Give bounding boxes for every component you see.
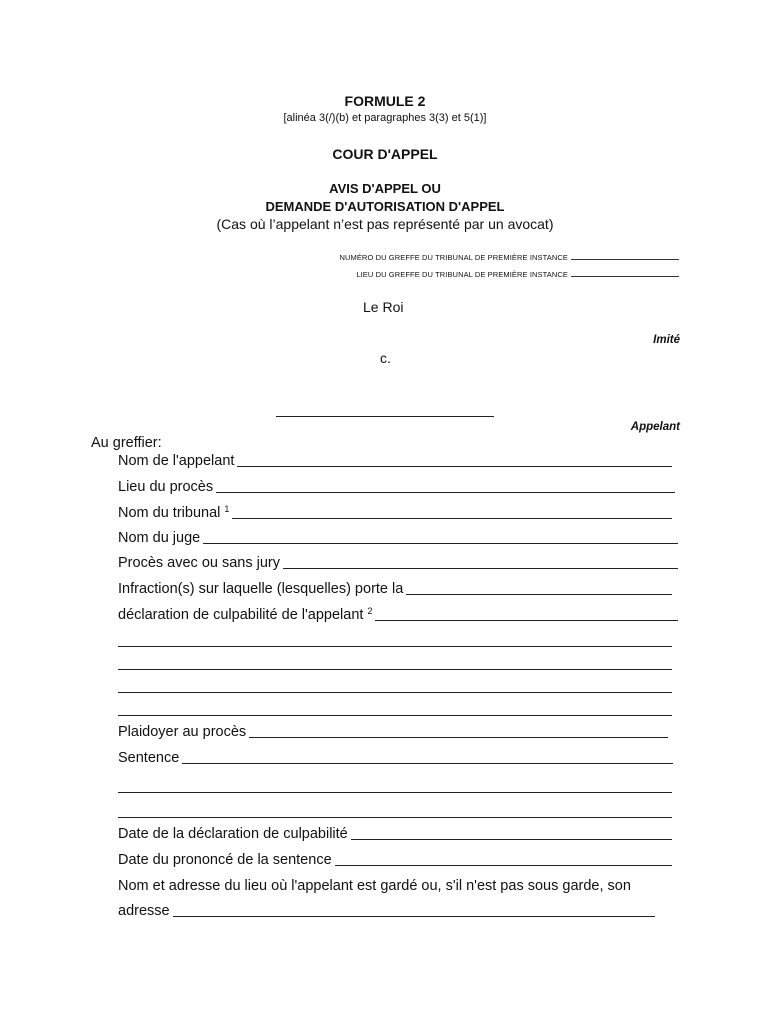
versus-label: c.	[380, 350, 391, 366]
judge-name-input-line[interactable]	[203, 542, 678, 544]
conviction-date-input-line[interactable]	[351, 838, 672, 840]
jury-input-line[interactable]	[283, 567, 678, 569]
appellant-name-input-line[interactable]	[237, 465, 672, 467]
appellant-name-field[interactable]	[118, 453, 672, 469]
footnote-ref-2: 2	[367, 606, 373, 616]
jury-field[interactable]	[118, 555, 678, 571]
court-name: COUR D'APPEL	[332, 146, 438, 162]
registry-location-row	[356, 270, 679, 279]
document-title-line1: AVIS D'APPEL OU	[329, 181, 441, 196]
registry-location-field[interactable]	[571, 275, 679, 277]
appellant-name-line[interactable]	[276, 416, 494, 417]
offence-input-line1[interactable]	[406, 593, 672, 595]
form-title: FORMULE 2	[344, 93, 426, 109]
trial-place-field[interactable]	[118, 479, 675, 495]
sentence-input-line[interactable]	[182, 762, 673, 764]
sentence-date-field[interactable]	[118, 852, 672, 868]
tribunal-name-field[interactable]	[118, 504, 672, 521]
appellant-name-label: Nom de l'appelant	[118, 453, 235, 469]
sentence-date-input-line[interactable]	[335, 864, 672, 866]
footnote-ref-1: 1	[224, 504, 230, 514]
tribunal-name-label: Nom du tribunal $^1$	[118, 504, 230, 521]
plea-input-line[interactable]	[249, 736, 668, 738]
custody-label-line1: Nom et adresse du lieu où l'appelant est gardé ou, s'il n'est pas sous garde, son	[118, 878, 631, 894]
respondent-name: Le Roi	[363, 299, 404, 315]
offence-blank-line-4[interactable]	[118, 715, 672, 716]
trial-place-label: Lieu du procès	[118, 479, 214, 495]
registry-number-field[interactable]	[571, 258, 679, 260]
conviction-date-field[interactable]	[118, 826, 672, 842]
judge-name-label: Nom du juge	[118, 530, 201, 546]
respondent-role: Imité	[653, 334, 680, 346]
offence-blank-line-3[interactable]	[118, 692, 672, 693]
tribunal-name-input-line[interactable]	[232, 517, 672, 519]
offence-blank-line-1[interactable]	[118, 646, 672, 647]
document-title-line2: DEMANDE D'AUTORISATION D'APPEL	[265, 199, 505, 214]
judge-name-field[interactable]	[118, 530, 678, 546]
sentence-date-label: Date du prononcé de la sentence	[118, 852, 332, 868]
plea-field[interactable]	[118, 724, 668, 740]
offence-blank-line-2[interactable]	[118, 669, 672, 670]
sentence-label: Sentence	[118, 750, 180, 766]
sentence-blank-line-1[interactable]	[118, 792, 672, 793]
registry-location-label: LIEU DU GREFFE DU TRIBUNAL DE PREMIÈRE INSTANCE	[356, 270, 568, 279]
conviction-date-label: Date de la déclaration de culpabilité	[118, 826, 348, 842]
custody-label-line2: adresse	[118, 903, 170, 919]
offence-label-line1: Infraction(s) sur laquelle (lesquelles) porte la	[118, 581, 404, 597]
sentence-blank-line-2[interactable]	[118, 817, 672, 818]
registry-number-row	[339, 253, 679, 262]
document-title-line3: (Cas où l’appelant n’est pas représenté par un avocat)	[216, 216, 554, 232]
custody-address-input-line[interactable]	[173, 915, 655, 917]
plea-label: Plaidoyer au procès	[118, 724, 247, 740]
registry-number-label: NUMÉRO DU GREFFE DU TRIBUNAL DE PREMIÈRE INSTANCE	[339, 253, 568, 262]
form-reference: [alinéa 3(/)(b) et paragraphes 3(3) et 5(1)]	[283, 112, 487, 124]
jury-label: Procès avec ou sans jury	[118, 555, 280, 571]
addressee: Au greffier:	[91, 435, 162, 451]
trial-place-input-line[interactable]	[216, 491, 675, 493]
offence-label-line2: déclaration de culpabilité de l'appelant $^2$	[118, 606, 373, 623]
offence-field-continued[interactable]	[118, 606, 678, 623]
appellant-role: Appelant	[630, 421, 680, 433]
sentence-field[interactable]	[118, 750, 673, 766]
custody-address-field[interactable]	[118, 903, 655, 919]
offence-field[interactable]	[118, 581, 672, 597]
offence-input-line2[interactable]	[375, 619, 678, 621]
